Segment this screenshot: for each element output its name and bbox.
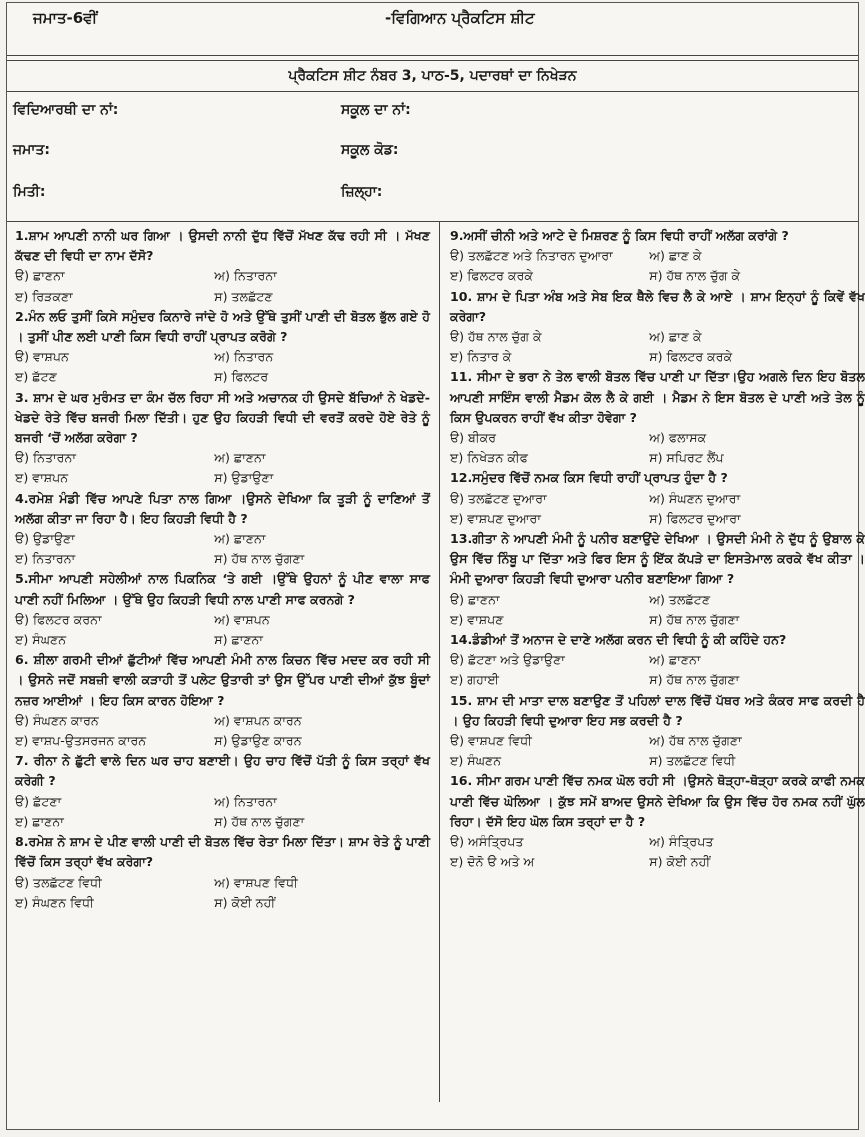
answer-option: ੳ) ਛਾਣਨਾ: [450, 591, 500, 607]
answer-option: ਅ) ਨਿਤਾਰਨਾ: [214, 268, 277, 284]
answer-option: ੳ) ਤਲਛੱਟਣ ਅਤੇ ਨਿਤਾਰਨ ਦੁਆਰਾ: [450, 248, 613, 264]
question-text: 3. ਸ਼ਾਮ ਦੇ ਘਰ ਮੁਰੰਮਤ ਦਾ ਕੰਮ ਚੱਲ ਰਿਹਾ ਸੀ ਅਤੇ ਅਚਾਨਕ ਹੀ ਉਸਦੇ ਬੱਚਿਆਂ ਨੇ ਖੇਡਦੇ-ਖੇਡਦੇ ਰੇਤੇ ਵਿੱਚ ਬਜਰੀ ਮਿਲਾ ਦਿੱਤੀ। ਹੁਣ ਉਹ ਕਿਹੜੀ ਵਿਧੀ ਦੀ ਵਰਤੋਂ ਕਰਦੇ ਹੋਏ ਰੇਤੇ ਨੂੰ ਬਜਰੀ ‘ਚੋਂ ਅਲੱਗ ਕਰੇਗਾ ?: [15, 389, 430, 446]
answer-option: ਅ) ਹੱਥ ਨਾਲ ਚੁੱਗਣਾ: [649, 733, 742, 749]
question-text: 16. ਸੀਮਾ ਗਰਮ ਪਾਣੀ ਵਿੱਚ ਨਮਕ ਘੋਲ ਰਹੀ ਸੀ ।ਉਸਨੇ ਥੋੜ੍ਹਾ-ਥੋੜ੍ਹਾ ਕਰਕੇ ਕਾਫੀ ਨਮਕ ਪਾਣੀ ਵਿੱਚ ਘੋਲਿਆ । ਕੁੱਝ ਸਮੇਂ ਬਾਅਦ ਉਸਨੇ ਦੇਖਿਆ ਕਿ ਉਸ ਵਿੱਚ ਹੋਰ ਨਮਕ ਨਹੀਂ ਘੁੱਲ ਰਿਹਾ। ਦੱਸੋ ਇਹ ਘੋਲ ਕਿਸ ਤਰ੍ਹਾਂ ਦਾ ਹੈ ?: [450, 773, 865, 829]
question: [15, 226, 430, 307]
question-text: 9.ਅਸੀਂ ਚੀਨੀ ਅਤੇ ਆਟੇ ਦੇ ਮਿਸ਼ਰਣ ਨੂੰ ਕਿਸ ਵਿਧੀ ਰਾਹੀਂ ਅਲੱਗ ਕਰਾਂਗੇ ?: [450, 228, 789, 243]
question: [450, 630, 865, 691]
question: [15, 307, 430, 388]
question-text: 4.ਰਮੇਸ਼ ਮੰਡੀ ਵਿੱਚ ਆਪਣੇ ਪਿਤਾ ਨਾਲ ਗਿਆ ।ਉਸਨੇ ਦੇਖਿਆ ਕਿ ਤੂੜੀ ਨੂੰ ਦਾਣਿਆਂ ਤੋਂ ਅਲੱਗ ਕੀਤਾ ਜਾ ਰਿਹਾ ਹੈ। ਇਹ ਕਿਹੜੀ ਵਿਧੀ ਹੈ ?: [15, 490, 430, 526]
question-text: 15. ਸ਼ਾਮ ਦੀ ਮਾਤਾ ਦਾਲ ਬਣਾਉਣ ਤੋਂ ਪਹਿਲਾਂ ਦਾਲ ਵਿੱਚੋਂ ਪੱਥਰ ਅਤੇ ਕੰਕਰ ਸਾਫ ਕਰਦੀ ਹੈ । ਉਹ ਕਿਹੜੀ ਵਿਧੀ ਦੁਆਰਾ ਇਹ ਸਭ ਕਰਦੀ ਹੈ ?: [450, 692, 865, 728]
answer-option: ੲ) ਵਾਸ਼ਪ-ਉਤਸਰਜਨ ਕਾਰਨ: [15, 733, 147, 749]
answer-option: ੳ) ਹੱਥ ਨਾਲ ਚੁੱਗ ਕੇ: [450, 329, 542, 345]
option-list: [15, 266, 430, 306]
answer-option: ੲ) ਵਾਸ਼ਪਣ ਦੁਆਰਾ: [450, 510, 541, 526]
answer-option: ੲ) ਵਾਸ਼ਪਣ: [450, 611, 504, 627]
question: [15, 388, 430, 489]
question: [15, 832, 430, 913]
answer-option: ੲ) ਸੰਘਣਨ: [450, 753, 502, 769]
question-text: 8.ਰਮੇਸ਼ ਨੇ ਸ਼ਾਮ ਦੇ ਪੀਣ ਵਾਲੀ ਪਾਣੀ ਦੀ ਬੋਤਲ ਵਿੱਚ ਰੇਤਾ ਮਿਲਾ ਦਿੱਤਾ। ਸ਼ਾਮ ਰੇਤੇ ਨੂੰ ਪਾਣੀ ਵਿੱਚੋਂ ਕਿਸ ਤਰ੍ਹਾਂ ਵੱਖ ਕਰੇਗਾ?: [15, 834, 430, 870]
answer-option: ਸ) ਛਾਣਨਾ: [214, 632, 264, 648]
answer-option: ੳ) ਤਲਛੱਟਣ ਵਿਧੀ: [15, 874, 102, 890]
district-field: ਜ਼ਿਲ੍ਹਾ:: [341, 184, 383, 200]
answer-option: ਸ) ਹੱਥ ਨਾਲ ਚੁੱਗਣਾ: [214, 813, 305, 829]
school-code-field: ਸਕੂਲ ਕੋਡ:: [341, 142, 399, 158]
answer-option: ਸ) ਕੋਈ ਨਹੀਂ: [649, 854, 711, 870]
option-list: [450, 489, 865, 529]
option-list: [15, 873, 430, 913]
answer-option: ੳ) ਅਸੰਤ੍ਰਿਪਤ: [450, 834, 524, 850]
question: [450, 287, 865, 368]
header-row: [7, 3, 858, 56]
question: [15, 751, 430, 832]
answer-option: ੲ) ਸੰਘਣਨ ਵਿਧੀ: [15, 894, 94, 910]
question-text: 7. ਰੀਨਾ ਨੇ ਛੁੱਟੀ ਵਾਲੇ ਦਿਨ ਘਰ ਚਾਹ ਬਣਾਈ। ਉਹ ਚਾਹ ਵਿੱਚੋਂ ਪੱਤੀ ਨੂੰ ਕਿਸ ਤਰ੍ਹਾਂ ਵੱਖ ਕਰੇਗੀ ?: [15, 753, 430, 789]
left-question-column: [15, 226, 430, 913]
question-text: 13.ਗੀਤਾ ਨੇ ਆਪਣੀ ਮੰਮੀ ਨੂੰ ਪਨੀਰ ਬਣਾਉਂਦੇ ਦੇਖਿਆ । ਉਸਦੀ ਮੰਮੀ ਨੇ ਦੁੱਧ ਨੂੰ ਉਬਾਲ ਕੇ ਉਸ ਵਿੱਚ ਨਿੰਬੂ ਪਾ ਦਿੱਤਾ ਅਤੇ ਫਿਰ ਇਸ ਨੂੰ ਇੱਕ ਕੱਪੜੇ ਦਾ ਇਸਤੇਮਾਲ ਕਰਕੇ ਵੱਖ ਕੀਤਾ । ਮੰਮੀ ਦੁਆਰਾ ਕਿਹੜੀ ਵਿਧੀ ਦੁਆਰਾ ਪਨੀਰ ਬਣਾਇਆ ਗਿਆ ?: [450, 531, 865, 587]
answer-option: ੳ) ਛੱਟਣਾ ਅਤੇ ਉਡਾਉਣਾ: [450, 652, 565, 668]
answer-option: ਅ) ਛਾਣਨਾ: [214, 450, 266, 466]
question: [15, 489, 430, 570]
question-text: 2.ਮੰਨ ਲਓ ਤੁਸੀਂ ਕਿਸੇ ਸਮੁੰਦਰ ਕਿਨਾਰੇ ਜਾਂਦੇ ਹੋ ਅਤੇ ਉੱਥੇ ਤੁਸੀਂ ਪਾਣੀ ਦੀ ਬੋਤਲ ਭੁੱਲ ਗਏ ਹੋ । ਤੁਸੀਂ ਪੀਣ ਲਈ ਪਾਣੀ ਕਿਸ ਵਿਧੀ ਰਾਹੀਂ ਪ੍ਰਾਪਤ ਕਰੋਗੇ ?: [15, 308, 430, 345]
question: [450, 367, 865, 468]
question-text: 6. ਸ਼ੀਲਾ ਗਰਮੀ ਦੀਆਂ ਛੁੱਟੀਆਂ ਵਿੱਚ ਆਪਣੀ ਮੰਮੀ ਨਾਲ ਕਿਚਨ ਵਿੱਚ ਮਦਦ ਕਰ ਰਹੀ ਸੀ । ਉਸਨੇ ਜਦੋਂ ਸਬਜ਼ੀ ਵਾਲੀ ਕੜਾਹੀ ਤੋਂ ਪਲੇਟ ਉਤਾਰੀ ਤਾਂ ਉਸ ਉੱਪਰ ਪਾਣੀ ਦੀਆਂ ਕੁੱਝ ਬੂੰਦਾਂ ਨਜ਼ਰ ਆਈਆਂ । ਇਹ ਕਿਸ ਕਾਰਨ ਹੋਇਆ ?: [15, 652, 430, 708]
option-list: [450, 246, 865, 286]
option-list: [15, 792, 430, 832]
option-list: [450, 731, 865, 771]
answer-option: ਸ) ਕੋਈ ਨਹੀਂ: [214, 894, 276, 910]
question: [450, 226, 865, 287]
answer-option: ਅ) ਸੰਤ੍ਰਿਪਤ: [649, 834, 714, 850]
answer-option: ੲ) ਗਹਾਈ: [450, 672, 500, 688]
answer-option: ੳ) ਫਿਲਟਰ ਕਰਨਾ: [15, 611, 102, 627]
option-list: [15, 448, 430, 488]
answer-option: ਸ) ਫਿਲਟਰ: [214, 369, 269, 385]
option-list: [450, 650, 865, 690]
date-field: ਮਿਤੀ:: [13, 184, 46, 200]
answer-option: ਸ) ਤਲਛੱਟਣ ਵਿਧੀ: [649, 753, 736, 769]
answer-option: ੲ) ਨਿਤਾਰਨਾ: [15, 551, 76, 567]
answer-option: ੲ) ਵਾਸ਼ਪਨ: [15, 470, 69, 486]
option-list: [450, 590, 865, 630]
option-list: [15, 711, 430, 751]
sheet-title: ਪ੍ਰੈਕਟਿਸ ਸ਼ੀਟ ਨੰਬਰ 3, ਪਾਠ-5, ਪਦਾਰਥਾਂ ਦਾ ਨਿਖੇੜਨ: [7, 60, 858, 92]
question: [450, 529, 865, 630]
answer-option: ਅ) ਤਲਛੱਟਣ: [649, 591, 711, 607]
right-question-column: [450, 226, 865, 873]
question: [450, 468, 865, 529]
answer-option: ਸ) ਹੱਥ ਨਾਲ ਚੁੱਗਣਾ: [214, 551, 305, 567]
answer-option: ਸ) ਫਿਲਟਰ ਕਰਕੇ: [649, 349, 733, 365]
answer-option: ਅ) ਛਾਣਨਾ: [649, 652, 701, 668]
answer-option: ਸ) ਤਲਛੱਟਣ: [214, 288, 273, 304]
subject-title: -ਵਿਗਿਆਨ ਪ੍ਰੈਕਟਿਸ ਸ਼ੀਟ: [385, 9, 535, 27]
question-text: 12.ਸਮੁੰਦਰ ਵਿੱਚੋਂ ਨਮਕ ਕਿਸ ਵਿਧੀ ਰਾਹੀਂ ਪ੍ਰਾਪਤ ਹੁੰਦਾ ਹੈ ?: [450, 470, 728, 486]
answer-option: ਅ) ਸੰਘਣਨ ਦੁਆਰਾ: [649, 490, 741, 506]
answer-option: ਸ) ਫਿਲਟਰ ਦੁਆਰਾ: [649, 510, 741, 526]
answer-option: ੲ) ਛੱਟਣ: [15, 369, 57, 385]
question: [450, 691, 865, 772]
answer-option: ਸ) ਹੱਥ ਨਾਲ ਚੁੱਗਣਾ: [649, 672, 740, 688]
question: [15, 650, 430, 751]
option-list: [15, 347, 430, 387]
answer-option: ਅ) ਵਾਸ਼ਪਣ ਵਿਧੀ: [214, 874, 298, 890]
answer-option: ੲ) ਨਿਖੇੜਨ ਕੀਫ: [450, 450, 528, 466]
question-text: 14.ਡੰਡੀਆਂ ਤੋਂ ਅਨਾਜ ਦੇ ਦਾਣੇ ਅਲੱਗ ਕਰਨ ਦੀ ਵਿਧੀ ਨੂੰ ਕੀ ਕਹਿੰਦੇ ਹਨ?: [450, 632, 787, 648]
option-list: [450, 832, 865, 872]
answer-option: ੲ) ਰਿੜਕਣਾ: [15, 288, 73, 304]
answer-option: ੲ) ਸੰਘਣਨ: [15, 632, 67, 648]
question-text: 1.ਸ਼ਾਮ ਆਪਣੀ ਨਾਨੀ ਘਰ ਗਿਆ । ਉਸਦੀ ਨਾਨੀ ਦੁੱਧ ਵਿੱਚੋਂ ਮੱਖਣ ਕੱਢ ਰਹੀ ਸੀ । ਮੱਖਣ ਕੱਢਣ ਦੀ ਵਿਧੀ ਦਾ ਨਾਮ ਦੱਸੋ?: [15, 228, 430, 264]
answer-option: ੳ) ਸੰਘਣਨ ਕਾਰਨ: [15, 712, 99, 728]
answer-option: ਸ) ਹੱਥ ਨਾਲ ਚੁੱਗਣਾ: [649, 611, 740, 627]
answer-option: ਸ) ਸਪਿਰਟ ਲੈਂਪ: [649, 450, 724, 466]
option-list: [15, 529, 430, 569]
answer-option: ੲ) ਨਿਤਾਰ ਕੇ: [450, 349, 512, 365]
column-divider: [439, 222, 440, 1102]
option-list: [450, 428, 865, 468]
answer-option: ੲ) ਛਾਣਨਾ: [15, 813, 64, 829]
student-info: [7, 92, 858, 218]
answer-option: ਅ) ਵਾਸ਼ਪਨ ਕਾਰਨ: [214, 712, 302, 728]
answer-option: ਸ) ਉਡਾਉਣ ਕਾਰਨ: [214, 733, 302, 749]
question-text: 11. ਸੀਮਾ ਦੇ ਭਰਾ ਨੇ ਤੇਲ ਵਾਲੀ ਬੋਤਲ ਵਿੱਚ ਪਾਣੀ ਪਾ ਦਿੱਤਾ।ਉਹ ਅਗਲੇ ਦਿਨ ਇਹ ਬੋਤਲ ਆਪਣੀ ਸਾਇੰਸ ਵਾਲੀ ਮੈਡਮ ਕੋਲ ਲੈ ਕੇ ਗਈ । ਮੈਡਮ ਨੇ ਇਸ ਬੋਤਲ ਦੇ ਪਾਣੀ ਅਤੇ ਤੇਲ ਨੂੰ ਕਿਸ ਉਪਕਰਨ ਰਾਹੀਂ ਵੱਖ ਕੀਤਾ ਹੋਵੇਗਾ ?: [450, 369, 865, 425]
question: [450, 771, 865, 872]
student-name-field: ਵਿਦਿਆਰਥੀ ਦਾ ਨਾਂ:: [13, 102, 119, 118]
answer-option: ਅ) ਛਾਣਨਾ: [214, 531, 266, 547]
answer-option: ੲ) ਦੋਨੋ ੳ ਅਤੇ ਅ: [450, 854, 535, 870]
answer-option: ੳ) ਨਿਤਾਰਨਾ: [15, 450, 76, 466]
answer-option: ਅ) ਨਿਤਾਰਨਾ: [214, 793, 277, 809]
answer-option: ੳ) ਵਾਸ਼ਪਣ ਵਿਧੀ: [450, 733, 532, 749]
answer-option: ੳ) ਤਲਛੱਟਣ ਦੁਆਰਾ: [450, 490, 547, 506]
answer-option: ੲ) ਫਿਲਟਰ ਕਰਕੇ: [450, 268, 533, 284]
option-list: [15, 610, 430, 650]
answer-option: ੳ) ਛਾਣਨਾ: [15, 268, 65, 284]
questions-area: [7, 221, 865, 1130]
answer-option: ੳ) ਬੀਕਰ: [450, 430, 497, 446]
class-field: ਜਮਾਤ:: [13, 142, 50, 158]
answer-option: ਅ) ਛਾਣ ਕੇ: [649, 329, 702, 345]
question: [15, 569, 430, 650]
answer-option: ਅ) ਵਾਸ਼ਪਨ: [214, 611, 270, 627]
answer-option: ਸ) ਉਡਾਉਣਾ: [214, 470, 274, 486]
answer-option: ਅ) ਫਲਾਸਕ: [649, 430, 707, 446]
option-list: [450, 327, 865, 367]
class-label: ਜਮਾਤ-6ਵੀਂ: [33, 9, 98, 27]
question-text: 5.ਸੀਮਾ ਆਪਣੀ ਸਹੇਲੀਆਂ ਨਾਲ ਪਿਕਨਿਕ ‘ਤੇ ਗਈ ।ਉੱਥੇ ਉਹਨਾਂ ਨੂੰ ਪੀਣ ਵਾਲਾ ਸਾਫ ਪਾਣੀ ਨਹੀਂ ਮਿਲਿਆ । ਉੱਥੇ ਉਹ ਕਿਹੜੀ ਵਿਧੀ ਨਾਲ ਪਾਣੀ ਸਾਫ ਕਰਨਗੇ ?: [15, 571, 430, 607]
answer-option: ਅ) ਛਾਣ ਕੇ: [649, 248, 702, 264]
answer-option: ਸ) ਹੱਥ ਨਾਲ ਚੁੱਗ ਕੇ: [649, 268, 741, 284]
answer-option: ੳ) ਉਡਾਉਣਾ: [15, 531, 75, 547]
school-name-field: ਸਕੂਲ ਦਾ ਨਾਂ:: [341, 102, 411, 118]
answer-option: ਅ) ਨਿਤਾਰਨ: [214, 349, 274, 365]
question-text: 10. ਸ਼ਾਮ ਦੇ ਪਿਤਾ ਅੰਬ ਅਤੇ ਸੇਬ ਇਕ ਥੈਲੇ ਵਿਚ ਲੈ ਕੇ ਆਏ । ਸ਼ਾਮ ਇਨ੍ਹਾਂ ਨੂੰ ਕਿਵੇਂ ਵੱਖ ਕਰੇਗਾ?: [450, 288, 865, 324]
answer-option: ੳ) ਵਾਸ਼ਪਨ: [15, 349, 69, 365]
answer-option: ੳ) ਛੱਟਣਾ: [15, 793, 62, 809]
worksheet: [6, 2, 865, 1130]
